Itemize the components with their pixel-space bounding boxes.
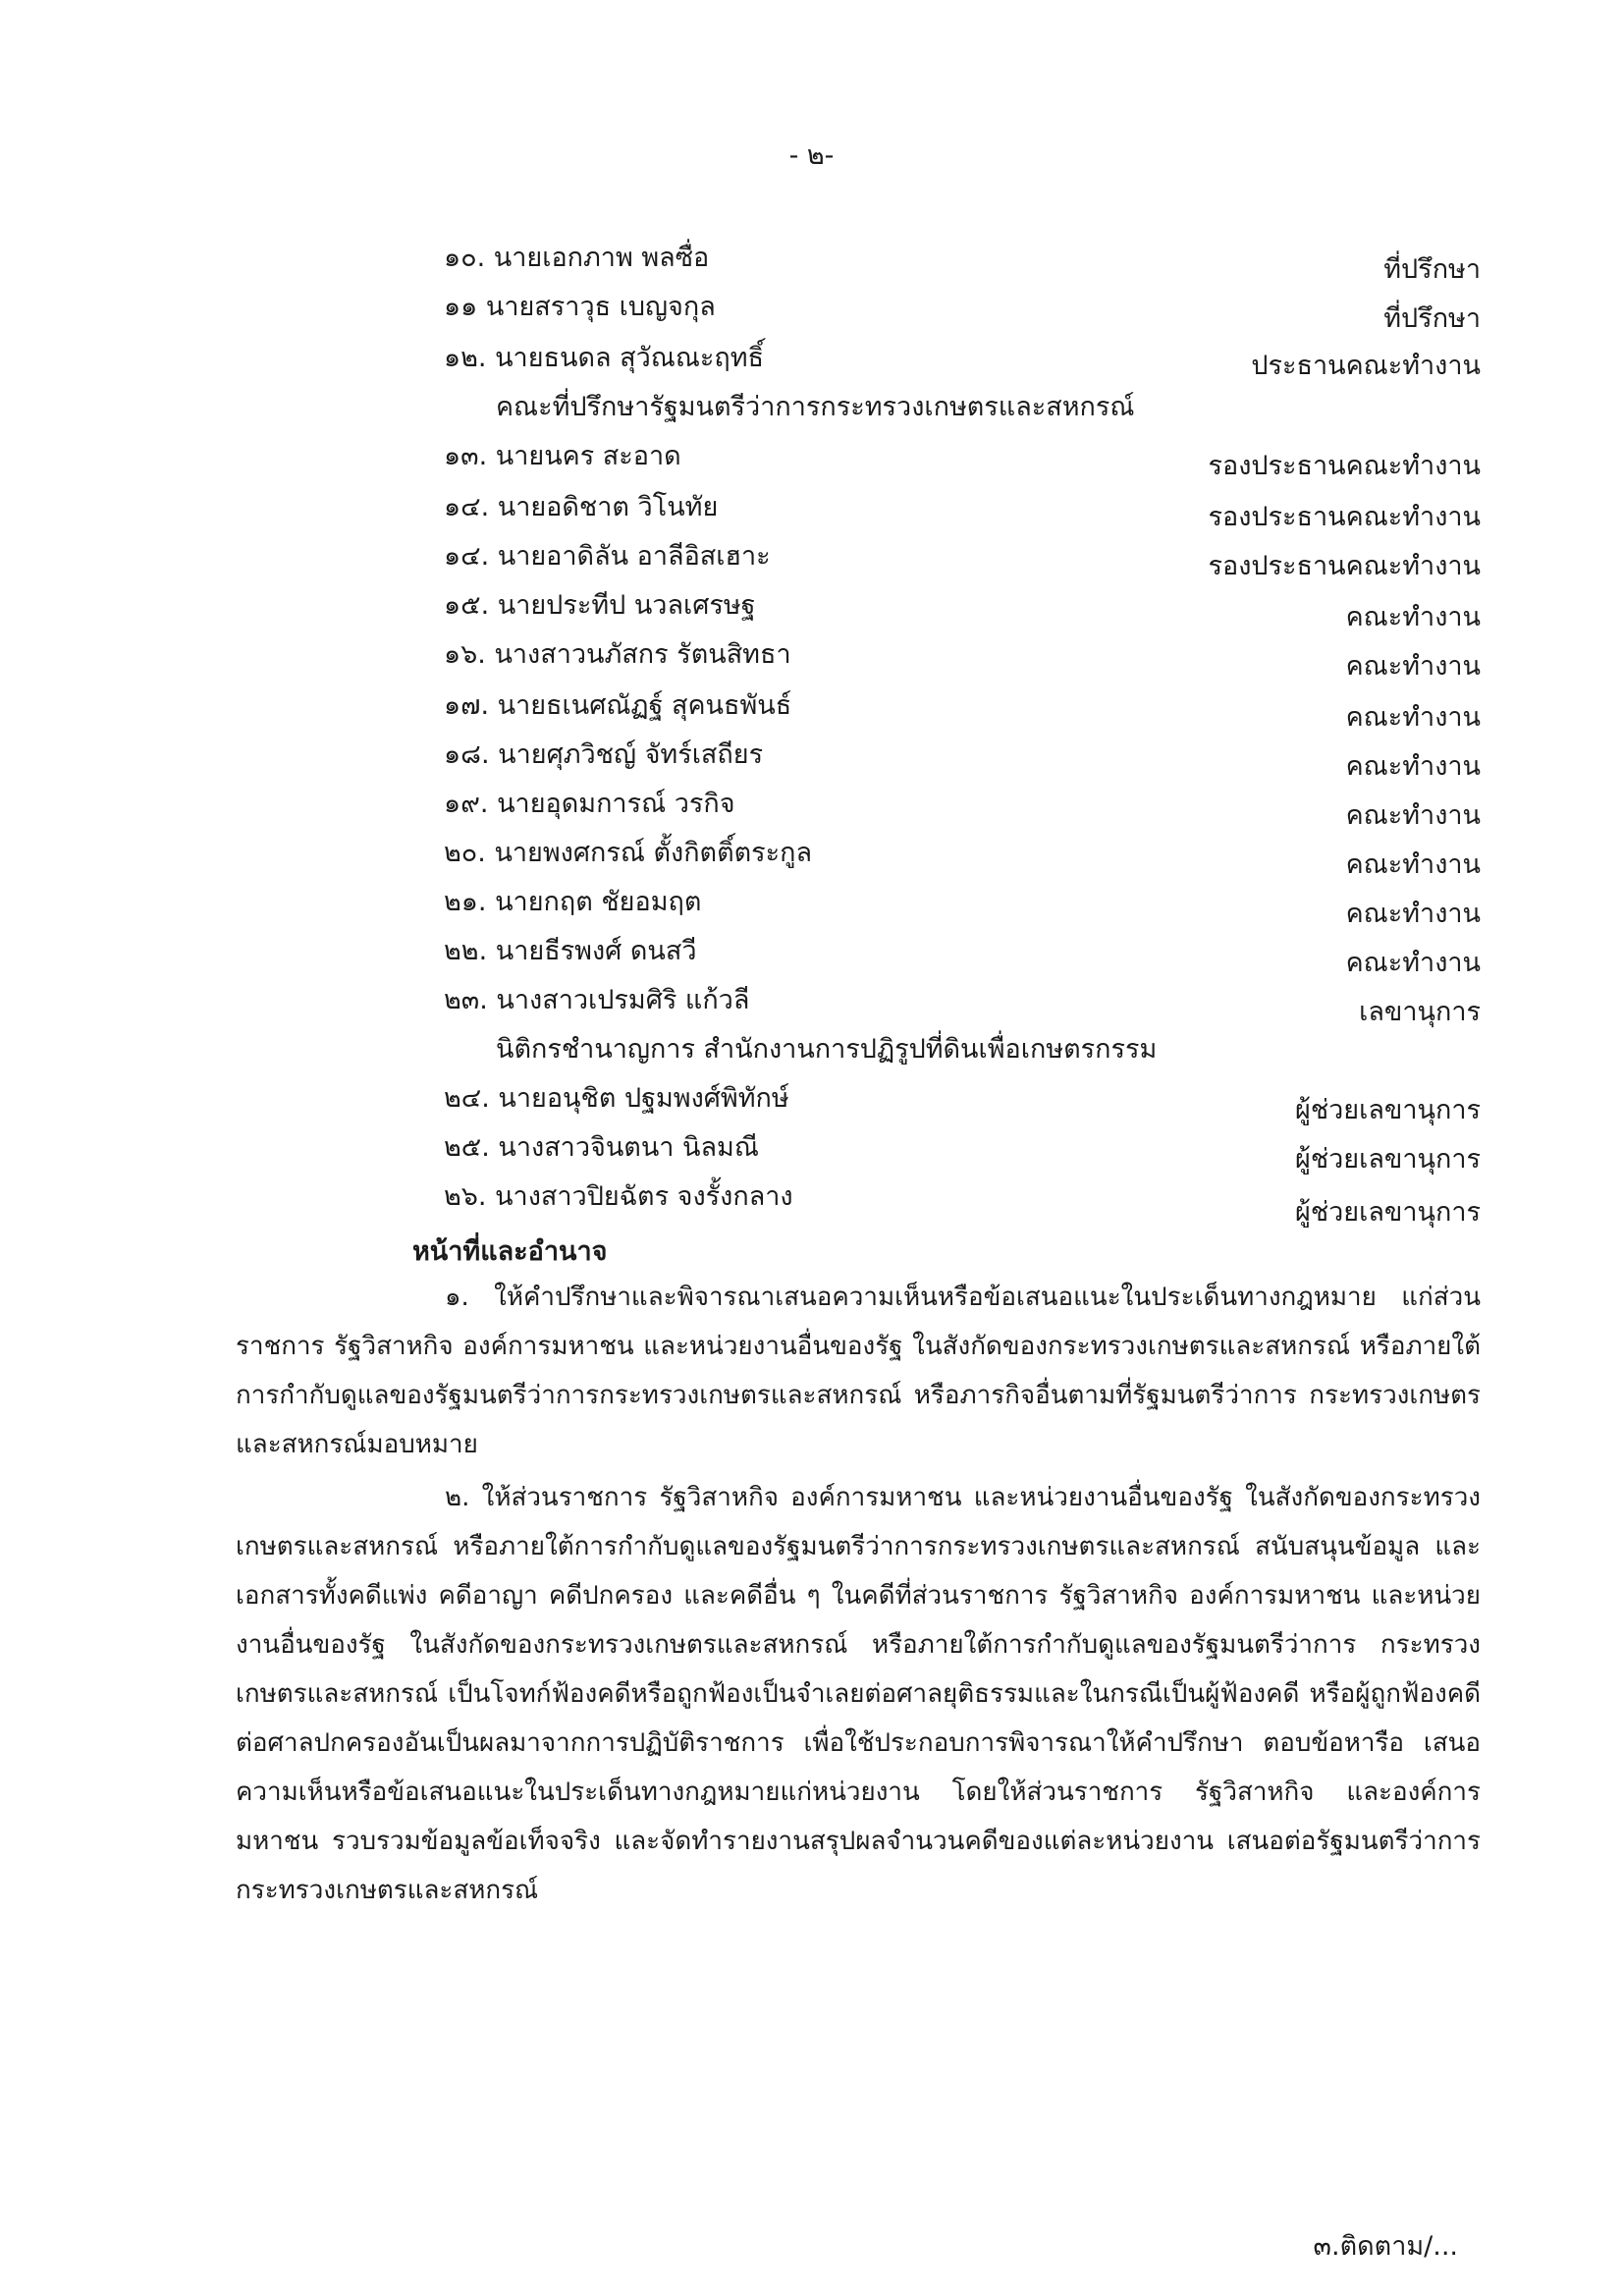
member-row <box>444 978 1481 1027</box>
member-row <box>444 236 1481 285</box>
member-name: ๑๑ นายสราวุธ เบญจกุล <box>444 292 716 322</box>
member-row <box>444 1076 1481 1125</box>
member-row <box>444 683 1481 733</box>
member-role: คณะทำงาน <box>1345 602 1481 632</box>
member-row <box>444 583 1481 632</box>
member-role: ที่ปรึกษา <box>1383 254 1481 285</box>
member-row <box>444 336 1481 381</box>
member-row <box>444 285 1481 334</box>
member-role: คณะทำงาน <box>1345 849 1481 880</box>
member-role: ผู้ช่วยเลขานุการ <box>1295 1197 1481 1228</box>
member-name: ๑๙. นายอุดมการณ์ วรกิจ <box>444 789 735 819</box>
member-name: ๒๕. นางสาวจินตนา นิลมณี <box>444 1132 759 1163</box>
member-name: ๑๐. นายเอกภาพ พลซื่อ <box>444 243 710 273</box>
member-name: ๒๖. นางสาวปิยฉัตร จงรั้งกลาง <box>444 1181 793 1212</box>
member-role: รองประธานคณะทำงาน <box>1208 551 1481 581</box>
member-role: ผู้ช่วยเลขานุการ <box>1295 1144 1481 1175</box>
member-role: คณะทำงาน <box>1345 751 1481 782</box>
member-name: ๒๐. นายพงศกรณ์ ตั้งกิตติ์ตระกูล <box>444 838 813 868</box>
member-role: คณะทำงาน <box>1345 800 1481 831</box>
member-role: คณะทำงาน <box>1345 899 1481 929</box>
member-role: คณะทำงาน <box>1345 948 1481 978</box>
member-role: คณะทำงาน <box>1345 651 1481 682</box>
member-role: รองประธานคณะทำงาน <box>1208 502 1481 532</box>
member-name: ๑๗. นายธเนศณัฏฐ์ สุคนธพันธ์ <box>444 690 792 721</box>
member-name: ๑๖. นางสาวนภัสกร รัตนสิทธา <box>444 639 791 670</box>
duty-paragraph: ๒. ให้ส่วนราชการ รัฐวิสาหกิจ องค์การมหาชน และหน่วยงานอื่นของรัฐ ในสังกัดของกระทรวง เกษตรและสหกรณ์ หรือภายใต้การกำกับดูแลของรัฐมนตรีว่าการกระทรวงเกษตรและสหกรณ์ สนับสนุนข้อมูล และเอกสารทั้งคดีแพ่ง คดีอาญา คดีปกครอง และคดีอื่น ๆ ในคดีที่ส่วนราชการ รัฐวิสาหกิจ องค์การมหาชน และหน่วยงานอื่นของรัฐ ในสังกัดของกระทรวงเกษตรและสหกรณ์ หรือภายใต้การกำกับดูแลของรัฐมนตรีว่าการ กระทรวงเกษตรและสหกรณ์ เป็นโจทก์ฟ้องคดีหรือถูกฟ้องเป็นจำเลยต่อศาลยุติธรรมและในกรณีเป็นผู้ฟ้องคดี หรือผู้ถูกฟ้องคดีต่อศาลปกครองอันเป็นผลมาจากการปฏิบัติราชการ เพื่อใช้ประกอบการพิจารณาให้คำปรึกษา ตอบข้อหารือ เสนอความเห็นหรือข้อเสนอแนะในประเด็นทางกฎหมายแก่หน่วยงาน โดยให้ส่วนราชการ รัฐวิสาหกิจ และองค์การมหาชน รวบรวมข้อมูลข้อเท็จจริง และจัดทำรายงานสรุปผลจำนวนคดีของแต่ละหน่วยงาน เสนอต่อรัฐมนตรีว่าการกระทรวงเกษตรและสหกรณ์ <box>236 1483 1481 1905</box>
member-row <box>444 880 1481 929</box>
member-affiliation: นิติกรชำนาญการ สำนักงานการปฏิรูปที่ดินเพื่อเกษตรกรรม <box>496 1034 1158 1065</box>
member-row <box>444 632 1481 682</box>
member-row <box>444 831 1481 880</box>
member-role: ที่ปรึกษา <box>1383 303 1481 334</box>
member-row <box>444 733 1481 782</box>
page-number: - ๒- <box>788 140 835 171</box>
member-role: คณะทำงาน <box>1345 702 1481 733</box>
duty-paragraph: ๑. ให้คำปรึกษาและพิจารณาเสนอความเห็นหรือข้อเสนอแนะในประเด็นทางกฎหมาย แก่ส่วนราชการ รัฐวิสาหกิจ องค์การมหาชน และหน่วยงานอื่นของรัฐ ในสังกัดของกระทรวงเกษตรและสหกรณ์ หรือภายใต้การกำกับดูแลของรัฐมนตรีว่าการกระทรวงเกษตรและสหกรณ์ หรือภารกิจอื่นตามที่รัฐมนตรีว่าการ กระทรวงเกษตรและสหกรณ์มอบหมาย <box>236 1283 1481 1459</box>
member-row <box>444 1125 1481 1175</box>
continuation-marker: ๓.ติดตาม/... <box>1313 2231 1458 2262</box>
member-name: ๑๘. นายศุภวิชญ์ จัทร์เสถียร <box>444 739 764 770</box>
member-name: ๒๒. นายธีรพงศ์ ดนสวี <box>444 936 697 966</box>
member-role: ผู้ช่วยเลขานุการ <box>1295 1095 1481 1125</box>
member-name: ๑๓. นายนคร สะอาด <box>444 441 681 471</box>
member-role: เลขานุการ <box>1359 997 1481 1027</box>
member-name: ๑๒. นายธนดล สุวัณณะฤทธิ์ <box>444 343 765 373</box>
member-row <box>444 929 1481 978</box>
member-row <box>444 534 1481 581</box>
member-name: ๒๔. นายอนุชิต ปฐมพงศ์พิทักษ์ <box>444 1083 789 1114</box>
duties-heading: หน้าที่และอำนาจ <box>412 1236 608 1267</box>
member-role: รองประธานคณะทำงาน <box>1208 451 1481 481</box>
member-role: ประธานคณะทำงาน <box>1251 351 1481 381</box>
member-name: ๑๔. นายอดิชาต วิโนทัย <box>444 492 719 522</box>
member-row <box>444 485 1481 532</box>
member-row <box>444 782 1481 831</box>
member-name: ๒๑. นายกฤต ชัยอมฤต <box>444 887 702 917</box>
member-name: ๑๔. นายอาดิลัน อาลีอิสเฮาะ <box>444 541 771 572</box>
member-row <box>444 434 1481 481</box>
member-affiliation: คณะที่ปรึกษารัฐมนตรีว่าการกระทรวงเกษตรและสหกรณ์ <box>496 392 1135 422</box>
member-name: ๒๓. นางสาวเปรมศิริ แก้วลี <box>444 985 750 1015</box>
member-name: ๑๕. นายประทีป นวลเศรษฐ <box>444 590 756 621</box>
member-row <box>444 1175 1481 1228</box>
